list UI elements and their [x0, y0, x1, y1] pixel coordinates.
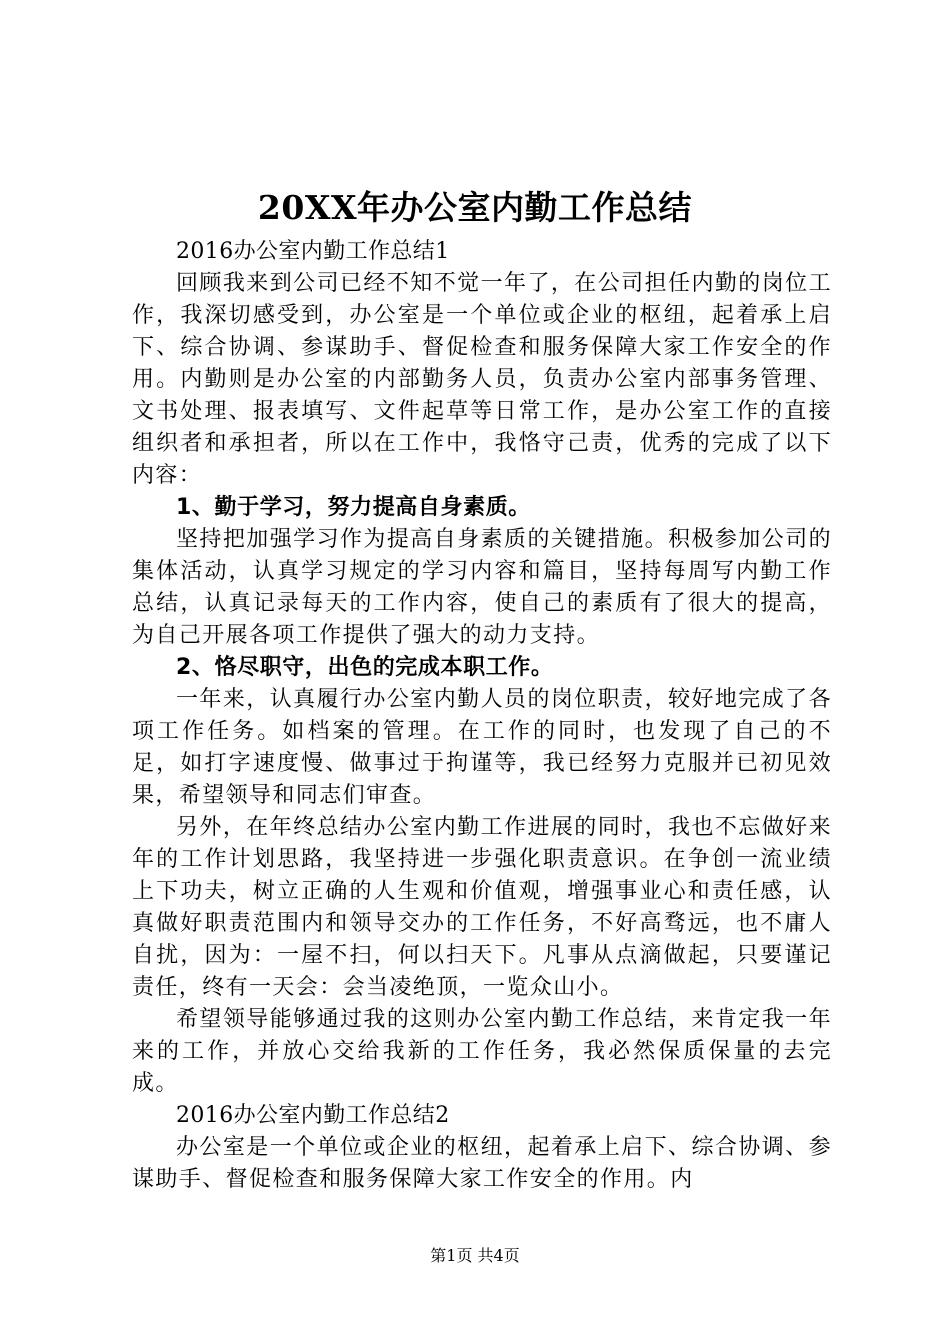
- body-paragraph-6: 办公室是一个单位或企业的枢纽，起着承上启下、综合协调、参谋助手、督促检查和服务保障大家工作安全的作用。内: [132, 1135, 832, 1192]
- section-subtitle-2: 2016办公室内勤工作总结2: [176, 1103, 450, 1128]
- document-title: 20XX年办公室内勤工作总结: [257, 188, 693, 227]
- body-paragraph-1: 回顾我来到公司已经不知不觉一年了，在公司担任内勤的岗位工作，我深切感受到，办公室是一个单位或企业的枢纽，起着承上启下、综合协调、参谋助手、督促检查和服务保障大家工作安全的作用。内勤则是办公室的内部勤务人员，负责办公室内部事务管理、文书处理、报表填写、文件起草等日常工作，是办公室工作的直接组织者和承担者，所以在工作中，我恪守己责，优秀的完成了以下内容：: [132, 271, 832, 488]
- page-footer: 第1页 共4页: [430, 1246, 520, 1265]
- body-paragraph-5: 希望领导能够通过我的这则办公室内勤工作总结，来肯定我一年来的工作，并放心交给我新的工作任务，我必然保质保量的去完成。: [132, 1007, 832, 1096]
- document-body: [132, 236, 832, 1196]
- body-paragraph-3: 一年来，认真履行办公室内勤人员的岗位职责，较好地完成了各项工作任务。如档案的管理。在工作的同时，也发现了自己的不足，如打字速度慢、做事过于拘谨等，我已经努力克服并已初见效果，希望领导和同志们审查。: [132, 687, 832, 808]
- section-heading-1: 1、勤于学习，努力提高自身素质。: [176, 495, 531, 520]
- body-paragraph-2: 坚持把加强学习作为提高自身素质的关键措施。积极参加公司的集体活动，认真学习规定的学习内容和篇目，坚持每周写内勤工作总结，认真记录每天的工作内容，使自己的素质有了很大的提高，为自己开展各项工作提供了强大的动力支持。: [132, 527, 832, 648]
- body-paragraph-4: 另外，在年终总结办公室内勤工作进展的同时，我也不忘做好来年的工作计划思路，我坚持进一步强化职责意识。在争创一流业绩上下功夫，树立正确的人生观和价值观，增强事业心和责任感，认真做好职责范围内和领导交办的工作任务，不好高骛远，也不庸人自扰，因为：一屋不扫，何以扫天下。凡事从点滴做起，只要谨记责任，终有一天会：会当凌绝顶，一览众山小。: [132, 815, 832, 1000]
- section-heading-2: 2、恪尽职守，出色的完成本职工作。: [176, 655, 554, 680]
- section-subtitle-1: 2016办公室内勤工作总结1: [176, 239, 450, 264]
